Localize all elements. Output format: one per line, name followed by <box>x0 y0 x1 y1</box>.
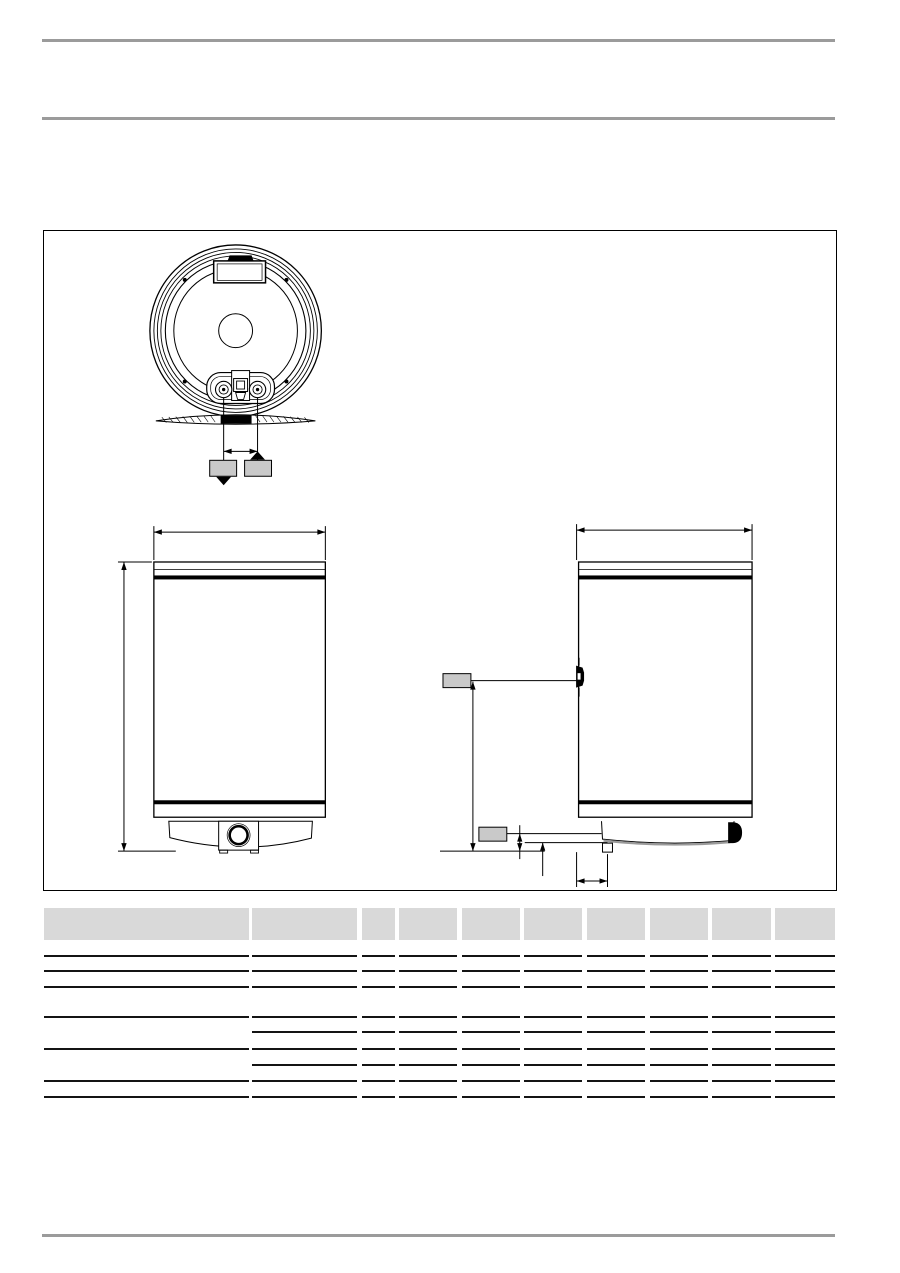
side-clearance-dimension <box>517 825 522 859</box>
table-row-line <box>524 1096 582 1098</box>
side-foot-offset-dimension <box>577 852 608 887</box>
table-row-line <box>462 986 520 988</box>
table-row-line <box>775 986 835 988</box>
dimension-drawing <box>44 231 836 890</box>
table-row-line <box>587 970 645 972</box>
flow-arrow-down-icon <box>216 477 231 485</box>
table-row-line <box>712 1064 771 1066</box>
table-row-line <box>252 986 357 988</box>
table-header-cell <box>712 908 771 940</box>
table-row-line <box>587 1031 645 1033</box>
table-row-line <box>524 955 582 957</box>
table-row-line <box>399 955 457 957</box>
table-row-line <box>462 1096 520 1098</box>
table-row-line <box>524 1031 582 1033</box>
side-bracket-height-dimension <box>470 682 475 851</box>
table-row-line <box>712 986 771 988</box>
table-row-line <box>524 1016 582 1018</box>
table-row-line <box>775 1064 835 1066</box>
table-row-line <box>399 1031 457 1033</box>
table-row-line <box>252 1048 357 1050</box>
table-row-line <box>775 970 835 972</box>
callout-bottom-clearance <box>479 827 507 841</box>
table-header-cell <box>462 908 520 940</box>
header-rule-top <box>42 39 835 42</box>
table-row-line <box>399 986 457 988</box>
table-row-line <box>524 1048 582 1050</box>
table-row-line <box>462 955 520 957</box>
top-view-pipe-assembly <box>207 371 275 404</box>
table-row-line <box>252 1064 357 1066</box>
table-row-line <box>252 1031 357 1033</box>
table-row-line <box>650 1080 708 1082</box>
table-row-line <box>252 970 357 972</box>
table-header-cell <box>587 908 645 940</box>
table-header-cell <box>775 908 835 940</box>
table-header-cell <box>524 908 582 940</box>
top-view-callouts <box>210 451 272 485</box>
table-row-line <box>399 1048 457 1050</box>
table-row-line <box>775 1016 835 1018</box>
table-row-line <box>399 1096 457 1098</box>
side-wall-bracket <box>576 658 584 697</box>
table-row-line <box>775 1031 835 1033</box>
table-row-line <box>712 1096 771 1098</box>
table-row-line <box>362 1048 395 1050</box>
side-foot <box>603 843 613 852</box>
table-row-line <box>524 986 582 988</box>
table-row-line <box>252 1016 357 1018</box>
table-row-line <box>712 955 771 957</box>
table-row-line <box>252 1096 357 1098</box>
table-row-line <box>44 1096 249 1098</box>
table-row-line <box>362 986 395 988</box>
table-row-line <box>712 1016 771 1018</box>
table-header-cell <box>399 908 457 940</box>
table-row-line <box>362 955 395 957</box>
table-row-line <box>775 1048 835 1050</box>
table-row-line <box>587 986 645 988</box>
table-row-line <box>462 1080 520 1082</box>
table-row-line <box>44 970 249 972</box>
table-row-line <box>44 955 249 957</box>
top-view <box>150 245 321 485</box>
table-row-line <box>650 1031 708 1033</box>
side-foot-height-dimension <box>540 843 545 876</box>
table-row-line <box>650 955 708 957</box>
table-row-line <box>775 955 835 957</box>
table-row-line <box>362 1096 395 1098</box>
table-row-line <box>399 1064 457 1066</box>
top-view-mounting-plate <box>156 415 316 424</box>
table-row-line <box>462 970 520 972</box>
top-view-center-port <box>219 314 253 348</box>
side-body <box>579 562 752 817</box>
table-row-line <box>399 970 457 972</box>
side-bottom-housing <box>602 821 743 852</box>
front-height-dimension <box>118 562 176 851</box>
table-row-line <box>775 1080 835 1082</box>
table-row-line <box>650 1064 708 1066</box>
table-row-line <box>712 970 771 972</box>
table-row-line <box>524 970 582 972</box>
table-row-line <box>252 1080 357 1082</box>
header-rule-bottom <box>42 117 835 120</box>
table-row-line <box>712 1080 771 1082</box>
table-row-line <box>462 1031 520 1033</box>
table-row-line <box>650 1096 708 1098</box>
table-row-line <box>362 1080 395 1082</box>
table-row-line <box>524 1080 582 1082</box>
table-row-line <box>362 1016 395 1018</box>
ring-tick-marks <box>183 278 289 384</box>
front-width-dimension <box>154 526 325 560</box>
front-view <box>118 526 325 853</box>
table-row-line <box>362 1064 395 1066</box>
callout-wall-bracket <box>443 674 471 688</box>
table-header-cell <box>362 908 395 940</box>
table-row-line <box>650 970 708 972</box>
side-view <box>440 524 752 887</box>
footer-rule <box>42 1234 835 1237</box>
table-row-line <box>650 1016 708 1018</box>
callout-connection-right <box>245 460 272 476</box>
callout-connection-left <box>210 460 237 476</box>
table-row-line <box>44 1016 249 1018</box>
table-row-line <box>587 1080 645 1082</box>
table-row-line <box>462 1064 520 1066</box>
table-row-line <box>587 1048 645 1050</box>
table-row-line <box>362 1031 395 1033</box>
table-row-line <box>44 1048 249 1050</box>
table-row-line <box>44 1080 249 1082</box>
table-row-line <box>712 1048 771 1050</box>
table-row-line <box>587 1096 645 1098</box>
table-row-line <box>462 1048 520 1050</box>
front-body <box>154 562 325 817</box>
table-row-line <box>44 986 249 988</box>
table-header-cell <box>44 908 249 940</box>
table-header-cell <box>650 908 708 940</box>
table-row-line <box>399 1016 457 1018</box>
table-row-line <box>524 1064 582 1066</box>
table-header-cell <box>252 908 357 940</box>
front-bottom-housing <box>169 821 313 853</box>
table-row-line <box>650 986 708 988</box>
table-row-line <box>587 1064 645 1066</box>
dimension-drawing-frame <box>43 230 837 891</box>
table-row-line <box>252 955 357 957</box>
table-row-line <box>712 1031 771 1033</box>
table-row-line <box>587 955 645 957</box>
table-row-line <box>775 1096 835 1098</box>
table-row-line <box>587 1016 645 1018</box>
side-depth-dimension <box>577 524 752 560</box>
side-housing-cap <box>728 822 742 843</box>
table-row-line <box>462 1016 520 1018</box>
table-row-line <box>650 1048 708 1050</box>
table-row-line <box>362 970 395 972</box>
table-row-line <box>399 1080 457 1082</box>
